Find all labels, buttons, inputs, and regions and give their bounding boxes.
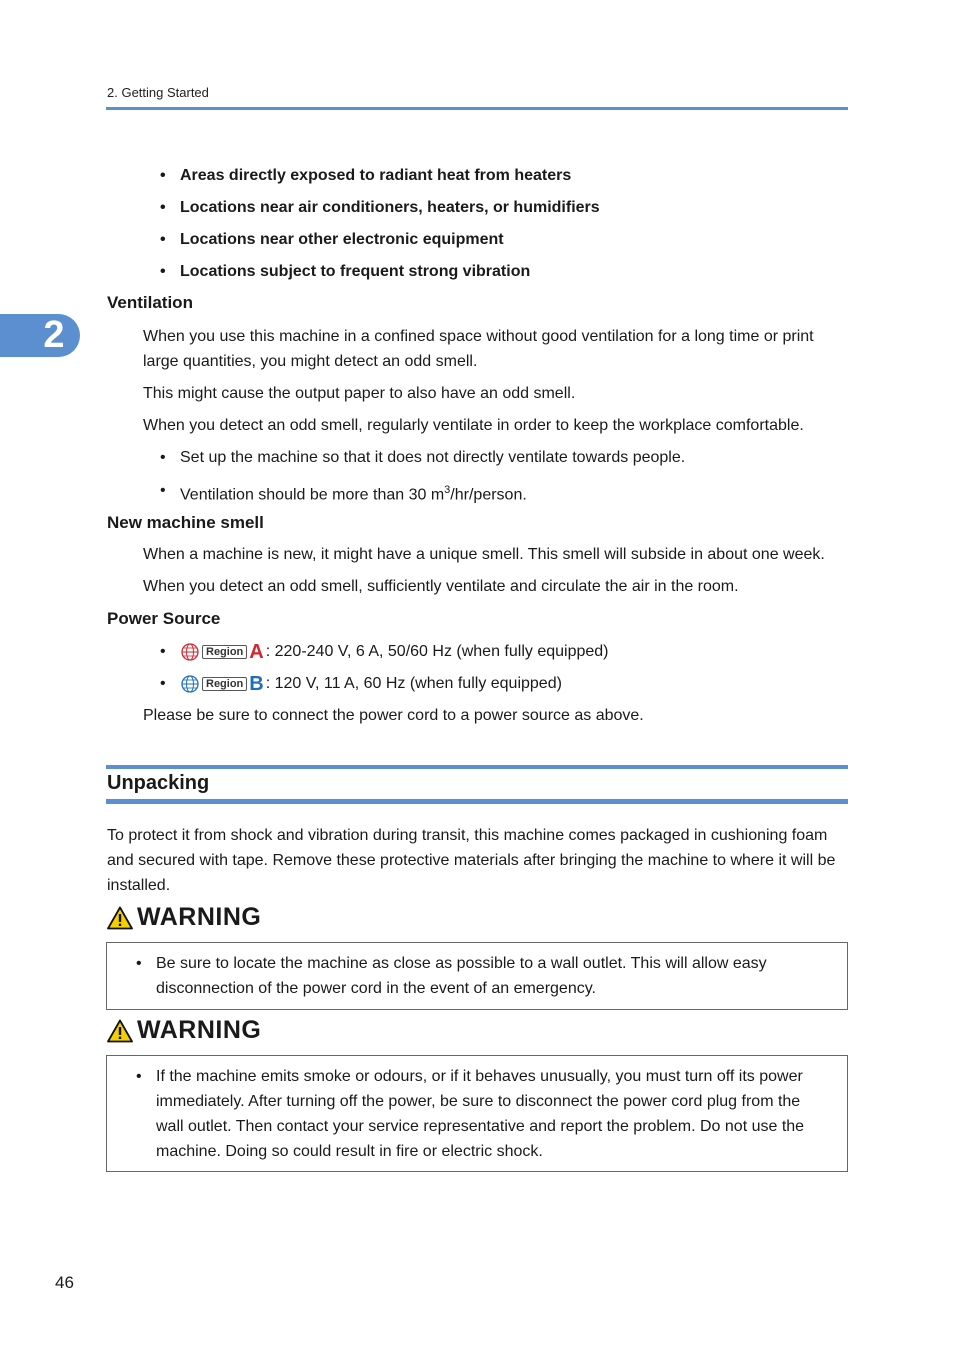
list-item: • Set up the machine so that it does not directly ventilate towards people. (180, 445, 685, 470)
warning-line: • If the machine emits smoke or odours, or if it behaves unusually, you must turn off its power (156, 1068, 803, 1085)
superscript: 3 (444, 484, 451, 496)
ventilation-line: When you use this machine in a confined space without good ventilation for a long time or print (143, 328, 814, 345)
ventilation-text: /hr/person. (450, 486, 527, 504)
region-a-mark (180, 640, 264, 663)
warning-line: machine. Doing so could result in fire or electric shock. (156, 1143, 543, 1160)
unpacking-line: installed. (107, 877, 171, 894)
ventilation-paragraph: This might cause the output paper to also have an odd smell. (143, 385, 576, 402)
region-label: • Region (202, 677, 247, 691)
ventilation-line: large quantities, you might detect an odd smell. (143, 353, 478, 370)
warning-triangle-icon (107, 906, 133, 930)
unpacking-paragraph (107, 823, 835, 898)
warning-line: immediately. After turning off the power, be sure to disconnect the power cord plug from the (156, 1093, 801, 1110)
warning-title (107, 1016, 261, 1045)
ventilation-paragraph: When you detect an odd smell, regularly ventilate in order to keep the workplace comfortable. (143, 417, 804, 434)
list-item (180, 478, 527, 507)
list-item (180, 671, 562, 696)
warning-line: disconnection of the power cord in the event of an emergency. (156, 980, 596, 997)
region-a-spec: : 220-240 V, 6 A, 50/60 Hz (when fully equipped) (265, 643, 609, 660)
header-rule (106, 107, 848, 110)
warning-label: WARNING (137, 903, 262, 931)
region-b-spec: : 120 V, 11 A, 60 Hz (when fully equipped) (265, 675, 562, 692)
warning-line: wall outlet. Then contact your service representative and report the problem. Do not use the (156, 1118, 805, 1135)
section-title: Unpacking (107, 772, 210, 794)
smell-paragraph: When a machine is new, it might have a unique smell. This smell will subside in about one week. (143, 546, 825, 563)
ventilation-text: Ventilation should be more than 30 m (180, 486, 445, 504)
region-label: • Region (202, 645, 247, 659)
region-letter: A (249, 640, 264, 663)
warning-item (156, 1064, 804, 1164)
unpacking-line: and secured with tape. Remove these protective materials after bringing the machine to where it will be (107, 852, 836, 869)
smell-paragraph: When you detect an odd smell, sufficiently ventilate and circulate the air in the room. (143, 578, 739, 595)
power-source-heading: Power Source (107, 609, 221, 628)
globe-icon (180, 643, 200, 661)
list-item: • Locations near air conditioners, heaters, or humidifiers (180, 195, 600, 220)
section-rule-bottom (106, 799, 848, 804)
list-item: • Locations near other electronic equipment (180, 227, 504, 252)
running-header: 2. Getting Started (107, 85, 209, 100)
ventilation-heading: Ventilation (107, 293, 193, 312)
list-item (180, 639, 608, 664)
region-letter: B (249, 672, 264, 695)
page-number: 46 (55, 1273, 74, 1292)
power-source-note: Please be sure to connect the power cord to a power source as above. (143, 707, 644, 724)
region-b-mark (180, 672, 264, 695)
warning-label: WARNING (137, 1016, 262, 1044)
unpacking-line: To protect it from shock and vibration during transit, this machine comes packaged in cushioning foam (107, 827, 828, 844)
warning-line: • Be sure to locate the machine as close as possible to a wall outlet. This will allow easy (156, 955, 767, 972)
section-rule-top (106, 765, 848, 769)
list-item: • Areas directly exposed to radiant heat from heaters (180, 163, 571, 188)
chapter-tab (0, 314, 80, 357)
warning-item (156, 951, 767, 1001)
chapter-number: 2 (43, 314, 65, 356)
globe-icon (180, 675, 200, 693)
ventilation-paragraph (143, 324, 814, 374)
new-machine-smell-heading: New machine smell (107, 513, 264, 532)
warning-title (107, 903, 261, 932)
list-item: • Locations subject to frequent strong vibration (180, 259, 530, 284)
warning-triangle-icon (107, 1019, 133, 1043)
